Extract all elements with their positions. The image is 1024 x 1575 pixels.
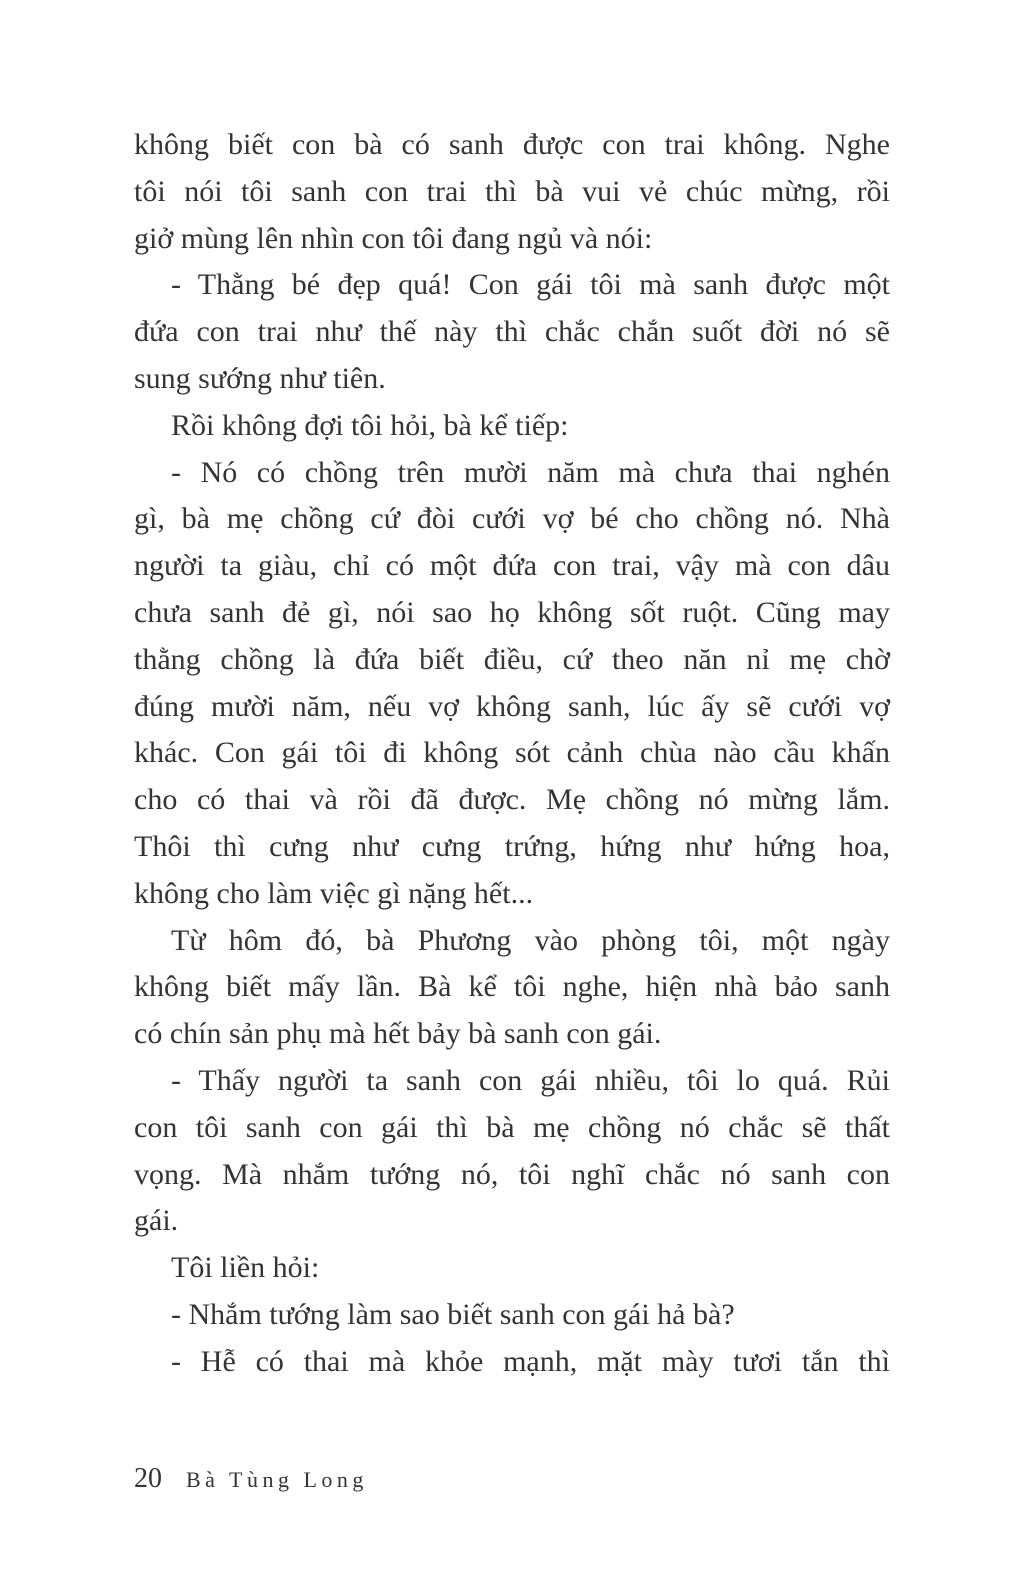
text-line: Từ hôm đó, bà Phương vào phòng tôi, một ngày	[171, 923, 890, 957]
text-line: vọng. Mà nhắm tướng nó, tôi nghĩ chắc nó sanh con	[134, 1157, 890, 1191]
text-line: không biết con bà có sanh được con trai không. Nghe	[134, 128, 890, 161]
text-block	[134, 122, 890, 1386]
text-line: Tôi liền hỏi:	[171, 1251, 320, 1285]
text-line: - Thấy người ta sanh con gái nhiều, tôi lo quá. Rủi	[171, 1063, 890, 1097]
page-number: 20	[134, 1463, 162, 1494]
text-line: chưa sanh đẻ gì, nói sao họ không sốt ruột. Cũng may	[134, 595, 890, 629]
text-line: - Nó có chồng trên mười năm mà chưa thai nghén	[171, 455, 890, 489]
text-line: Rồi không đợi tôi hỏi, bà kể tiếp:	[171, 408, 569, 442]
text-line: không biết mấy lần. Bà kể tôi nghe, hiện nhà bảo sanh	[134, 970, 890, 1004]
text-line: đúng mười năm, nếu vợ không sanh, lúc ấy sẽ cưới vợ	[134, 689, 890, 723]
text-line: thằng chồng là đứa biết điều, cứ theo năn nỉ mẹ chờ	[134, 642, 890, 676]
text-line: con tôi sanh con gái thì bà mẹ chồng nó chắc sẽ thất	[134, 1110, 890, 1144]
text-line: - Nhắm tướng làm sao biết sanh con gái hả bà?	[171, 1297, 735, 1331]
text-line: - Thằng bé đẹp quá! Con gái tôi mà sanh được một	[171, 268, 890, 302]
text-line: khác. Con gái tôi đi không sót cảnh chùa nào cầu khấn	[134, 736, 890, 770]
text-line: giở mùng lên nhìn con tôi đang ngủ và nói:	[134, 221, 653, 255]
text-line: không cho làm việc gì nặng hết...	[134, 876, 534, 910]
text-line: sung sướng như tiên.	[134, 361, 386, 395]
text-line: đứa con trai như thế này thì chắc chắn suốt đời nó sẽ	[134, 315, 890, 349]
text-line: người ta giàu, chỉ có một đứa con trai, vậy mà con dâu	[134, 549, 890, 583]
text-line: có chín sản phụ mà hết bảy bà sanh con gái.	[134, 1017, 662, 1051]
text-line: cho có thai và rồi đã được. Mẹ chồng nó mừng lắm.	[134, 783, 890, 817]
page-footer	[134, 1462, 368, 1497]
book-title: Bà Tùng Long	[186, 1467, 368, 1492]
text-line: - Hễ có thai mà khỏe mạnh, mặt mày tươi tắn thì	[171, 1344, 890, 1378]
text-line: gì, bà mẹ chồng cứ đòi cưới vợ bé cho chồng nó. Nhà	[134, 502, 890, 536]
text-line: Thôi thì cưng như cưng trứng, hứng như hứng hoa,	[134, 829, 890, 863]
text-line: tôi nói tôi sanh con trai thì bà vui vẻ chúc mừng, rồi	[134, 174, 890, 208]
text-line: gái.	[134, 1204, 179, 1238]
